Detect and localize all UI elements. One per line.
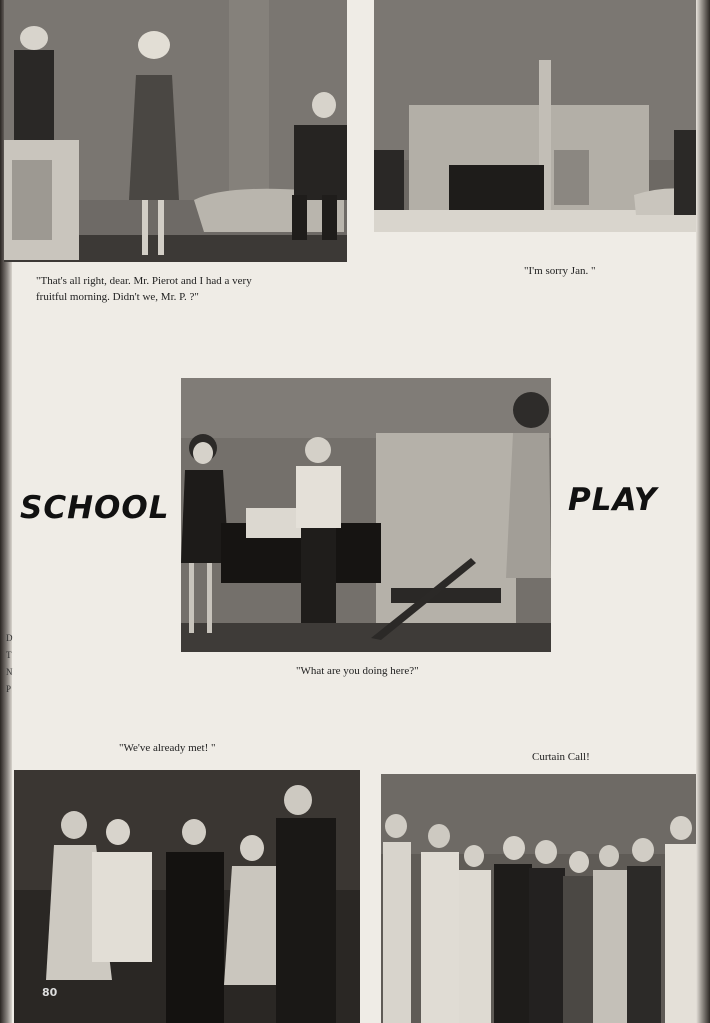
photo-cast-meeting (14, 770, 360, 1023)
caption-bottom-left: "We've already met! " (119, 742, 216, 754)
caption-top-right: "I'm sorry Jan. " (524, 265, 596, 277)
headline-play: PLAY (568, 482, 658, 518)
photo-stage-scene-sofa (4, 0, 347, 262)
caption-line: "That's all right, dear. Mr. Pierot and I had a very (36, 275, 252, 287)
headline-school: SCHOOL (20, 490, 170, 526)
margin-letter: D (6, 633, 13, 643)
margin-letter: P (6, 684, 12, 694)
photo-stage-scene-piano (181, 378, 551, 652)
margin-letters (6, 630, 13, 698)
margin-letter: T (6, 650, 12, 660)
page-right-edge (696, 0, 710, 1023)
caption-bottom-right: Curtain Call! (532, 751, 590, 763)
margin-letter: N (6, 667, 13, 677)
caption-line: fruitful morning. Didn't we, Mr. P. ?" (36, 291, 199, 303)
page-number: 80 (42, 986, 58, 999)
photo-stage-set-piano (374, 0, 696, 232)
caption-top-left (36, 273, 356, 305)
photo-curtain-call (381, 774, 696, 1023)
caption-center: "What are you doing here?" (296, 665, 419, 677)
